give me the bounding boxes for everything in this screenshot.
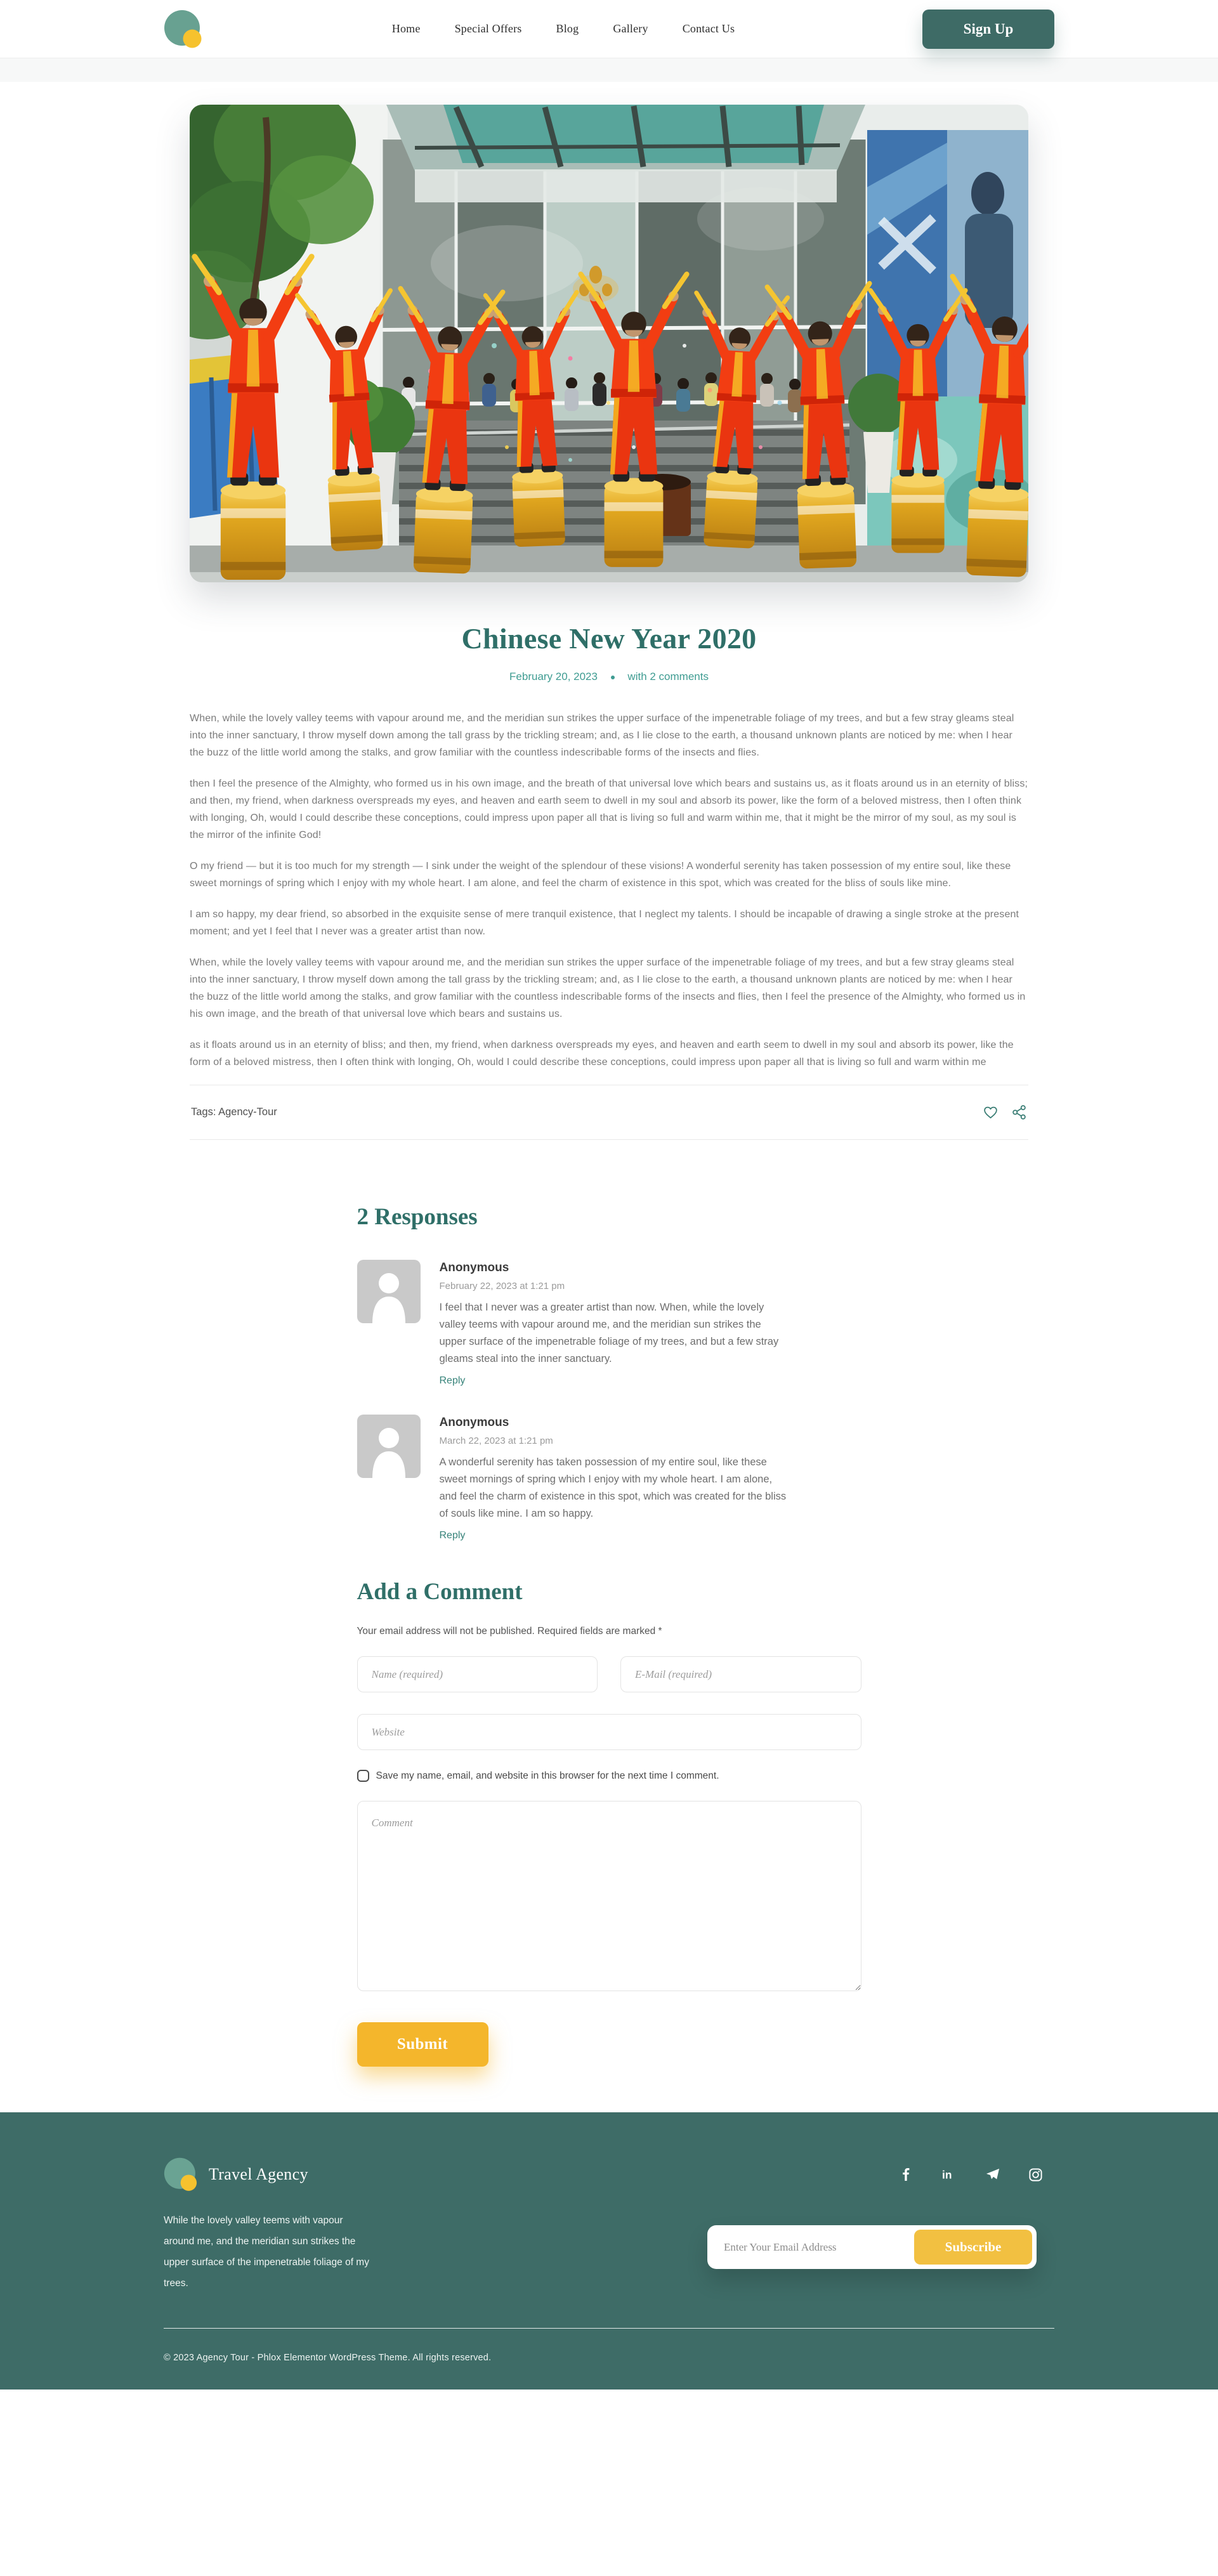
add-comment-section: [357, 1578, 861, 2067]
comment-date: February 22, 2023 at 1:21 pm: [439, 1281, 565, 1291]
footer-social: [899, 2167, 1043, 2182]
nav-item-contact-us[interactable]: Contact Us: [682, 22, 735, 35]
header-strip: [0, 58, 1218, 82]
post-actions: [983, 1104, 1027, 1120]
comment-author: Anonymous: [439, 1261, 509, 1274]
reply-link[interactable]: Reply: [439, 1375, 466, 1386]
tag-link-agency-tour[interactable]: Agency-Tour: [218, 1106, 277, 1118]
responses-heading: 2 Responses: [357, 1204, 478, 1230]
post-title: Chinese New Year 2020: [461, 622, 757, 655]
footer-about-text: While the lovely valley teems with vapour around me, and the meridian sun strikes the upper surface of the impenetrable foliage of my trees.: [164, 2215, 369, 2289]
footer-brand[interactable]: [164, 2157, 308, 2192]
tags-label: Tags:: [191, 1106, 216, 1118]
footer-brand-name: Travel Agency: [209, 2165, 308, 2183]
share-icon[interactable]: [1011, 1104, 1027, 1120]
commenter-avatar: [357, 1260, 421, 1323]
post-paragraph: then I feel the presence of the Almighty, who formed us in his own image, and the breath of that universal love which bears and sustains us, as it floats around us in an eternity of bliss; and then, my friend, when darkness overspreads my eyes, and heaven and earth seem to dwell in my soul and absorb its power, like the form of a beloved mistress, then I often think with longing, Oh, would I could describe these conceptions, could impress upon paper all that is living so full and warm within me, that it might be the mirror of my soul, as my soul is the mirror of the infinite God!: [190, 778, 1028, 840]
comment-body: [440, 1260, 787, 1387]
website-input[interactable]: [357, 1714, 861, 1750]
hero-festival-illustration: [190, 105, 1028, 582]
brand-logo-icon: [164, 2157, 199, 2192]
hero-image: [190, 105, 1028, 582]
brand-logo-icon: [164, 9, 204, 49]
reply-link[interactable]: Reply: [439, 1530, 466, 1541]
submit-button[interactable]: Submit: [357, 2022, 488, 2067]
comment-item: [357, 1260, 861, 1387]
subscribe-button[interactable]: Subscribe: [914, 2230, 1032, 2265]
comment-text: A wonderful serenity has taken possession of my entire soul, like these sweet mornings of spring which I enjoy with my whole heart. I am alone, and feel the charm of existence in this spot, which was created for the bliss of souls like mine. I am so happy.: [439, 1456, 787, 1519]
linkedin-icon[interactable]: [941, 2167, 957, 2181]
footer-top: [164, 2157, 1054, 2192]
post-comments-link[interactable]: with 2 comments: [627, 670, 709, 683]
comment-item: [357, 1415, 861, 1541]
nav-item-gallery[interactable]: Gallery: [613, 22, 648, 35]
comment-body: [440, 1415, 787, 1541]
post-paragraph: When, while the lovely valley teems with vapour around me, and the meridian sun strikes the upper surface of the impenetrable foliage of my trees, and but a few stray gleams steal into the inner sanctuary, I throw myself down among the tall grass by the trickling stream; and, as I lie close to the earth, a thousand unknown plants are noticed by me: when I hear the buzz of the little world among the stalks, and grow familiar with the countless indescribable forms of the insects and flies.: [190, 713, 1014, 758]
footer-copyright: © 2023 Agency Tour - Phlox Elementor WordPress Theme. All rights reserved.: [164, 2353, 492, 2363]
site-logo[interactable]: [164, 9, 204, 49]
email-input[interactable]: [620, 1656, 861, 1692]
name-email-row: [357, 1656, 861, 1692]
save-info-checkbox[interactable]: [357, 1770, 369, 1782]
footer-divider: [164, 2328, 1054, 2329]
responses-section: [357, 1203, 861, 1541]
post-date: February 20, 2023: [509, 670, 598, 683]
signup-button[interactable]: Sign Up: [922, 10, 1054, 49]
comment-date: March 22, 2023 at 1:21 pm: [439, 1435, 553, 1446]
post-tags: [191, 1106, 277, 1118]
subscribe-widget: [707, 2225, 1037, 2269]
svg-text:in: in: [942, 2168, 952, 2181]
commenter-avatar: [357, 1415, 421, 1478]
post-paragraph: O my friend — but it is too much for my strength — I sink under the weight of the splendour of these visions! A wonderful serenity has taken possession of my entire soul, like these sweet mornings of spring which I enjoy with my whole heart. I am alone, and feel the charm of existence in this spot, which was created for the bliss of souls like mine.: [190, 861, 1011, 889]
comment-form-note: Your email address will not be published. Required fields are marked *: [357, 1626, 662, 1637]
meta-separator-dot: [611, 676, 615, 679]
comment-author: Anonymous: [439, 1416, 509, 1429]
post-body: [190, 710, 1028, 1071]
nav-item-blog[interactable]: Blog: [556, 22, 579, 35]
instagram-icon[interactable]: [1028, 2167, 1043, 2182]
comment-textarea[interactable]: [357, 1801, 861, 1991]
site-footer: [0, 2112, 1218, 2390]
footer-middle: [164, 2210, 1054, 2311]
site-header: [0, 0, 1218, 58]
nav-item-special-offers[interactable]: Special Offers: [454, 22, 522, 35]
main-nav: [375, 22, 752, 36]
post-meta: [0, 670, 1218, 683]
like-heart-icon[interactable]: [983, 1104, 999, 1120]
telegram-icon[interactable]: [985, 2167, 1000, 2181]
facebook-icon[interactable]: [899, 2167, 913, 2181]
name-input[interactable]: [357, 1656, 598, 1692]
add-comment-heading: Add a Comment: [357, 1579, 523, 1605]
subscribe-email-input[interactable]: [707, 2225, 914, 2269]
comment-text: I feel that I never was a greater artist than now. When, while the lovely valley teems with vapour around me, and the meridian sun strikes the upper surface of the impenetrable foliage of my trees, and but a few stray gleams steal into the inner sanctuary.: [439, 1302, 779, 1364]
nav-item-home[interactable]: Home: [391, 22, 421, 35]
save-info-row: [357, 1770, 861, 1782]
post-paragraph: When, while the lovely valley teems with vapour around me, and the meridian sun strikes the upper surface of the impenetrable foliage of my trees, and but a few stray gleams steal into the inner sanctuary, I throw myself down among the tall grass by the trickling stream; and, as I lie close to the earth, a thousand unknown plants are noticed by me: when I hear the buzz of the little world among the stalks, and grow familiar with the countless indescribable forms of the insects and flies, then I feel the presence of the Almighty, who formed us in his own image, and the breath of that universal love which bears and sustains us.: [190, 957, 1026, 1019]
post-paragraph: I am so happy, my dear friend, so absorbed in the exquisite sense of mere tranquil existence, that I neglect my talents. I should be incapable of drawing a single stroke at the present moment; and yet I feel that I never was a greater artist than now.: [190, 909, 1019, 937]
main-content: [0, 105, 1218, 2067]
post-paragraph: as it floats around us in an eternity of bliss; and then, my friend, when darkness overspreads my eyes, and heaven and earth seem to dwell in my soul and absorb its power, like the form of a beloved mistress, then I often think with longing, Oh, would I could describe these conceptions, could impress upon paper all that is living so full and warm within me: [190, 1040, 1014, 1068]
save-info-label: Save my name, email, and website in this browser for the next time I comment.: [376, 1770, 719, 1781]
tags-row: [190, 1085, 1028, 1140]
